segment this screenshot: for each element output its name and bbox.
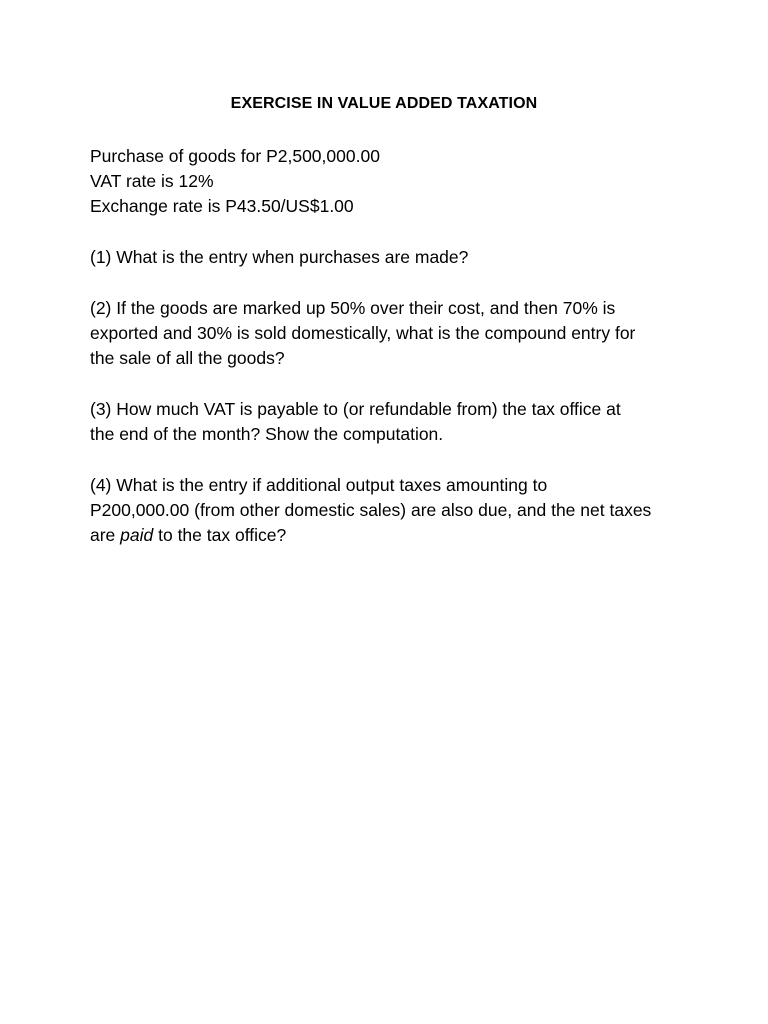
question-4-prefix: are — [90, 525, 121, 545]
question-4-line: (4) What is the entry if additional output taxes amounting to — [90, 475, 548, 495]
document-title: EXERCISE IN VALUE ADDED TAXATION — [230, 95, 538, 112]
given-purchase-line: Purchase of goods for P2,500,000.00 — [90, 146, 380, 166]
question-4-emphasis: paid — [120, 525, 154, 545]
question-2-line: exported and 30% is sold domestically, what is the compound entry for — [90, 323, 636, 343]
question-1-line: (1) What is the entry when purchases are made? — [90, 247, 469, 267]
given-data-block — [90, 144, 690, 219]
question-4-line: P200,000.00 (from other domestic sales) are also due, and the net taxes — [90, 500, 652, 520]
given-vat-rate-line: VAT rate is 12% — [90, 171, 214, 191]
question-3-line: the end of the month? Show the computation. — [90, 424, 444, 444]
question-4 — [90, 473, 690, 548]
question-4-suffix: to the tax office? — [153, 525, 287, 545]
question-3 — [90, 397, 690, 447]
question-2-line: (2) If the goods are marked up 50% over their cost, and then 70% is — [90, 298, 616, 318]
given-exchange-rate-line: Exchange rate is P43.50/US$1.00 — [90, 196, 354, 216]
question-1 — [90, 245, 690, 270]
question-2-line: the sale of all the goods? — [90, 348, 285, 368]
question-2 — [90, 296, 690, 371]
question-3-line: (3) How much VAT is payable to (or refundable from) the tax office at — [90, 399, 621, 419]
question-4-last-line — [90, 523, 690, 548]
